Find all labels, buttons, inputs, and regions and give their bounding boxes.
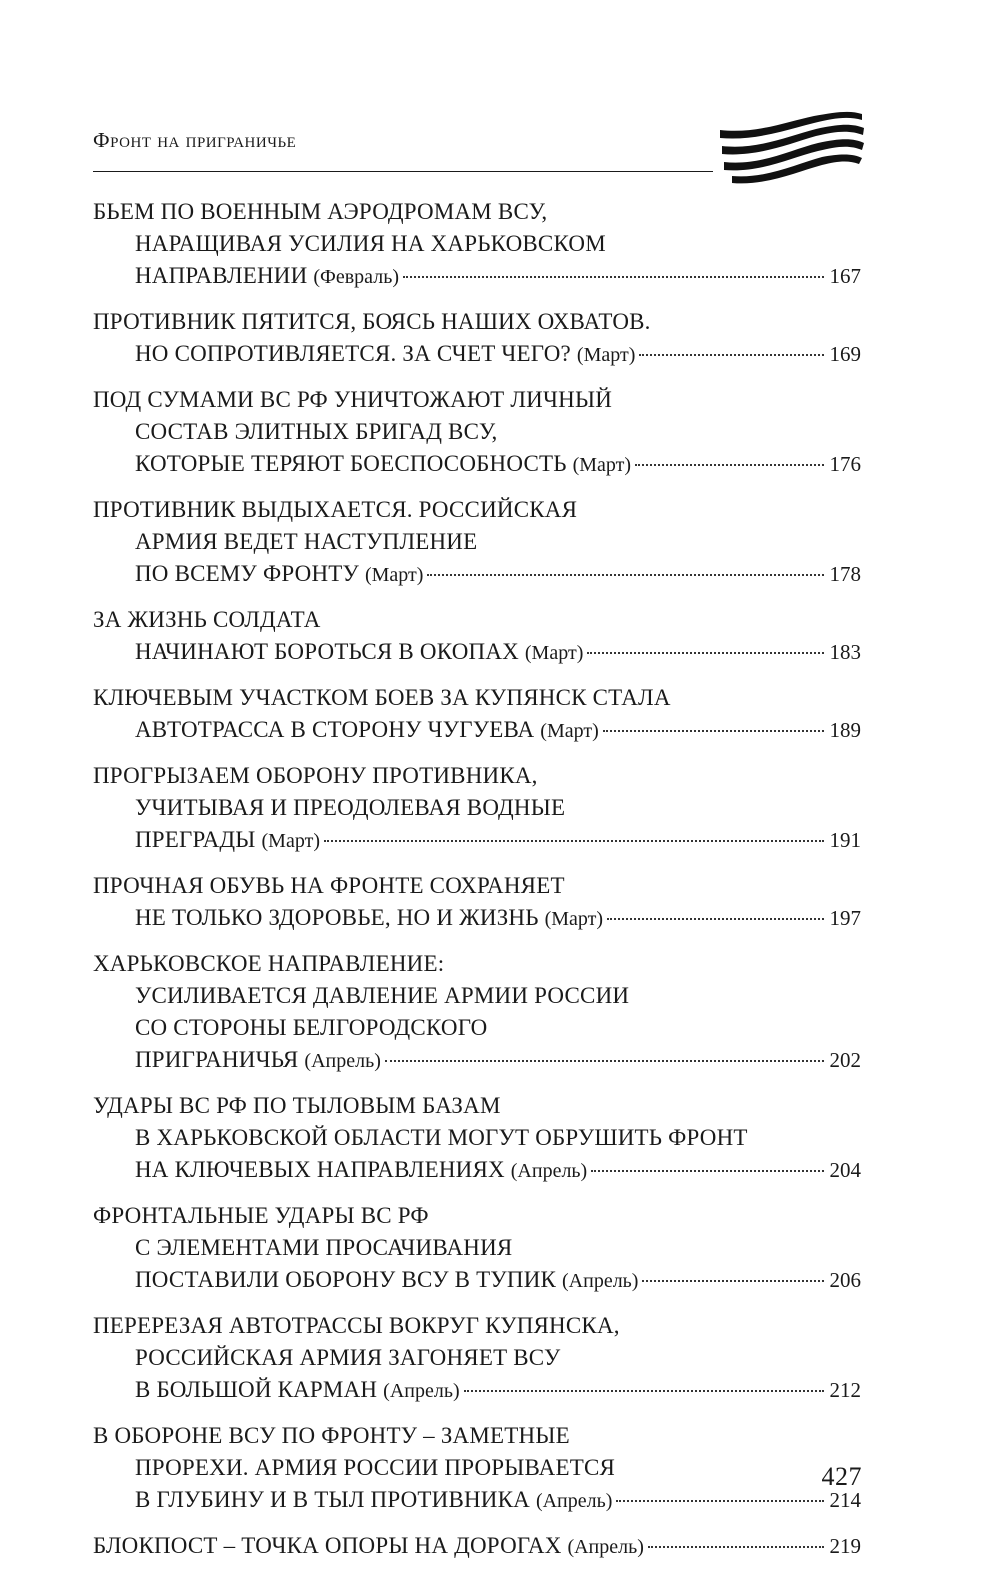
toc-entry-last-line-text	[135, 1374, 460, 1407]
toc-entry-title-line: АВТОТРАССА В СТОРОНУ ЧУГУЕВА	[135, 717, 535, 742]
toc-entry-title-line: В БОЛЬШОЙ КАРМАН	[135, 1377, 378, 1402]
toc-entry-title-line: КОТОРЫЕ ТЕРЯЮТ БОЕСПОСОБНОСТЬ	[135, 451, 567, 476]
dot-leader	[603, 730, 824, 732]
toc-entry-page-number: 178	[829, 562, 861, 586]
toc-entry-month: (Апрель)	[535, 1490, 613, 1512]
toc-entry-last-line	[93, 260, 861, 292]
toc-entry-last-line-text	[135, 1154, 587, 1187]
toc-entry-last-line	[93, 1264, 861, 1296]
toc-entry	[93, 1200, 861, 1296]
toc-entry-title-line: СО СТОРОНЫ БЕЛГОРОДСКОГО	[135, 1015, 488, 1040]
toc-entry-page-number: 169	[829, 342, 861, 366]
toc-entry-title-line: БЛОКПОСТ – ТОЧКА ОПОРЫ НА ДОРОГАХ	[93, 1533, 562, 1558]
toc-entry-month: (Март)	[261, 830, 320, 852]
toc-entry-page-number: 214	[829, 1488, 861, 1512]
toc-entry-title-line: ПОСТАВИЛИ ОБОРОНУ ВСУ В ТУПИК	[135, 1267, 557, 1292]
toc-entry-last-line	[93, 824, 861, 856]
toc-entry-last-line-text	[135, 902, 603, 935]
toc-entry-last-line	[93, 448, 861, 480]
dot-leader	[464, 1390, 824, 1392]
toc-entry	[93, 604, 861, 668]
toc-entry	[93, 1090, 861, 1186]
toc-entry-title-line: В ОБОРОНЕ ВСУ ПО ФРОНТУ – ЗАМЕТНЫЕ	[93, 1423, 570, 1448]
toc-entry-title-line: НЕ ТОЛЬКО ЗДОРОВЬЕ, НО И ЖИЗНЬ	[135, 905, 539, 930]
toc-entry-last-line-text	[135, 636, 583, 669]
toc-entry-month: (Март)	[572, 454, 632, 476]
toc-entry-title-line: БЬЕМ ПО ВОЕННЫМ АЭРОДРОМАМ ВСУ,	[93, 199, 548, 224]
dot-leader	[648, 1546, 824, 1548]
dot-leader	[635, 464, 823, 466]
toc-entry-last-line	[93, 1154, 861, 1186]
toc-entry-title-line: УДАРЫ ВС РФ ПО ТЫЛОВЫМ БАЗАМ	[93, 1093, 501, 1118]
running-head-rule	[93, 171, 713, 172]
toc-entry-title-line: ПОД СУМАМИ ВС РФ УНИЧТОЖАЮТ ЛИЧНЫЙ	[93, 387, 613, 412]
toc-entry-title-line: ПРОТИВНИК ПЯТИТСЯ, БОЯСЬ НАШИХ ОХВАТОВ.	[93, 309, 651, 334]
toc-entry	[93, 306, 861, 370]
toc-entry	[93, 1310, 861, 1406]
dot-leader	[639, 354, 823, 356]
dot-leader	[607, 918, 823, 920]
toc-entry-last-line-text	[135, 714, 599, 747]
toc-entry-title-line: СОСТАВ ЭЛИТНЫХ БРИГАД ВСУ,	[135, 419, 498, 444]
toc-entry-title-line: ХАРЬКОВСКОЕ НАПРАВЛЕНИЕ:	[93, 951, 445, 976]
toc-entry-title-line: ПРОЧНАЯ ОБУВЬ НА ФРОНТЕ СОХРАНЯЕТ	[93, 873, 565, 898]
toc-entry-title-line: НАРАЩИВАЯ УСИЛИЯ НА ХАРЬКОВСКОМ	[135, 231, 606, 256]
toc-entry-title-line: УСИЛИВАЕТСЯ ДАВЛЕНИЕ АРМИИ РОССИИ	[135, 983, 630, 1008]
toc-entry-last-line	[93, 714, 861, 746]
toc-entry-last-line	[93, 902, 861, 934]
toc-entry-title-line: УЧИТЫВАЯ И ПРЕОДОЛЕВАЯ ВОДНЫЕ	[135, 795, 566, 820]
toc-entry-title-line: НА КЛЮЧЕВЫХ НАПРАВЛЕНИЯХ	[135, 1157, 505, 1182]
toc-entry-page-number: 176	[829, 452, 861, 476]
toc-entry-page-number: 219	[829, 1534, 861, 1558]
toc-entry-last-line-text	[93, 1530, 644, 1563]
toc-entry-title-line: ФРОНТАЛЬНЫЕ УДАРЫ ВС РФ	[93, 1203, 429, 1228]
toc-entry-title-line: ПРОГРЫЗАЕМ ОБОРОНУ ПРОТИВНИКА,	[93, 763, 538, 788]
toc-entry-title-line: НО СОПРОТИВЛЯЕТСЯ. ЗА СЧЕТ ЧЕГО?	[135, 341, 571, 366]
toc-entry	[93, 870, 861, 934]
toc-entry-page-number: 202	[829, 1048, 861, 1072]
toc-entry-title-line: НАПРАВЛЕНИИ	[135, 263, 308, 288]
dot-leader	[616, 1500, 823, 1502]
dot-leader	[591, 1170, 823, 1172]
toc-entry-month: (Март)	[544, 908, 604, 930]
toc-entry-title-line: В ХАРЬКОВСКОЙ ОБЛАСТИ МОГУТ ОБРУШИТЬ ФРОНТ	[135, 1125, 748, 1150]
toc-entry-title-line: АРМИЯ ВЕДЕТ НАСТУПЛЕНИЕ	[135, 529, 478, 554]
toc-entry-title-line: ПРИГРАНИЧЬЯ	[135, 1047, 299, 1072]
toc-entry-last-line-text	[135, 1264, 638, 1297]
toc-entry-title-line: НАЧИНАЮТ БОРОТЬСЯ В ОКОПАХ	[135, 639, 519, 664]
toc-entry-last-line-text	[135, 448, 631, 481]
dot-leader	[385, 1060, 824, 1062]
toc-entry-last-line-text	[135, 824, 320, 857]
toc-entry-last-line	[93, 338, 861, 370]
toc-entry-page-number: 183	[829, 640, 861, 664]
toc-entry-month: (Март)	[364, 564, 424, 586]
toc-entry	[93, 948, 861, 1076]
toc-entry	[93, 1530, 861, 1562]
toc-entry-month: (Апрель)	[383, 1380, 460, 1402]
toc-entry-page-number: 197	[829, 906, 861, 930]
toc-entry-month: (Март)	[576, 344, 636, 366]
dot-leader	[403, 276, 824, 278]
toc-entry-last-line	[93, 1374, 861, 1406]
toc-entry-last-line	[93, 1044, 861, 1076]
dot-leader	[642, 1280, 823, 1282]
toc-entry	[93, 196, 861, 292]
toc-entry-last-line	[93, 1530, 861, 1562]
toc-entry-page-number: 167	[829, 264, 861, 288]
toc-entry-month: (Апрель)	[567, 1536, 644, 1558]
dot-leader	[587, 652, 823, 654]
ribbon-ornament-icon	[716, 108, 866, 186]
running-head: Фронт на приграничье	[93, 128, 297, 152]
toc-entry-month: (Февраль)	[313, 266, 399, 288]
toc-entry-last-line-text	[135, 1044, 381, 1077]
toc-entry	[93, 494, 861, 590]
toc-entry-page-number: 204	[829, 1158, 861, 1182]
toc-entry-last-line-text	[135, 338, 635, 371]
dot-leader	[324, 840, 824, 842]
toc-entry-last-line-text	[135, 260, 399, 293]
toc-entry-page-number: 212	[829, 1378, 861, 1402]
toc-entry-month: (Апрель)	[562, 1270, 639, 1292]
toc-entry-title-line: РОССИЙСКАЯ АРМИЯ ЗАГОНЯЕТ ВСУ	[135, 1345, 561, 1370]
toc-entry-last-line-text	[135, 558, 423, 591]
toc-entry-title-line: В ГЛУБИНУ И В ТЫЛ ПРОТИВНИКА	[135, 1487, 530, 1512]
toc-entry-last-line	[93, 558, 861, 590]
toc-entry-title-line: С ЭЛЕМЕНТАМИ ПРОСАЧИВАНИЯ	[135, 1235, 513, 1260]
toc-entry-title-line: ПО ВСЕМУ ФРОНТУ	[135, 561, 359, 586]
toc-entry-page-number: 191	[829, 828, 861, 852]
toc-entry	[93, 760, 861, 856]
toc-entry-page-number: 189	[829, 718, 861, 742]
toc-entry	[93, 384, 861, 480]
toc-entry-month: (Март)	[524, 642, 584, 664]
table-of-contents	[93, 196, 861, 1576]
toc-entry-title-line: ПРОТИВНИК ВЫДЫХАЕТСЯ. РОССИЙСКАЯ	[93, 497, 578, 522]
toc-entry-month: (Апрель)	[304, 1050, 381, 1072]
toc-entry-month: (Март)	[540, 720, 599, 742]
toc-entry-last-line	[93, 1484, 861, 1516]
toc-entry-title-line: КЛЮЧЕВЫМ УЧАСТКОМ БОЕВ ЗА КУПЯНСК СТАЛА	[93, 685, 671, 710]
toc-entry-title-line: ЗА ЖИЗНЬ СОЛДАТА	[93, 607, 321, 632]
toc-entry	[93, 682, 861, 746]
toc-entry-title-line: ПЕРЕРЕЗАЯ АВТОТРАССЫ ВОКРУГ КУПЯНСКА,	[93, 1313, 620, 1338]
toc-entry-title-line: ПРЕГРАДЫ	[135, 827, 256, 852]
toc-entry-title-line: ПРОРЕХИ. АРМИЯ РОССИИ ПРОРЫВАЕТСЯ	[135, 1455, 616, 1480]
toc-entry	[93, 1420, 861, 1516]
toc-entry-last-line	[93, 636, 861, 668]
dot-leader	[427, 574, 823, 576]
toc-entry-page-number: 206	[829, 1268, 861, 1292]
toc-entry-last-line-text	[135, 1484, 612, 1517]
toc-entry-month: (Апрель)	[510, 1160, 588, 1182]
page-number: 427	[821, 1462, 862, 1491]
